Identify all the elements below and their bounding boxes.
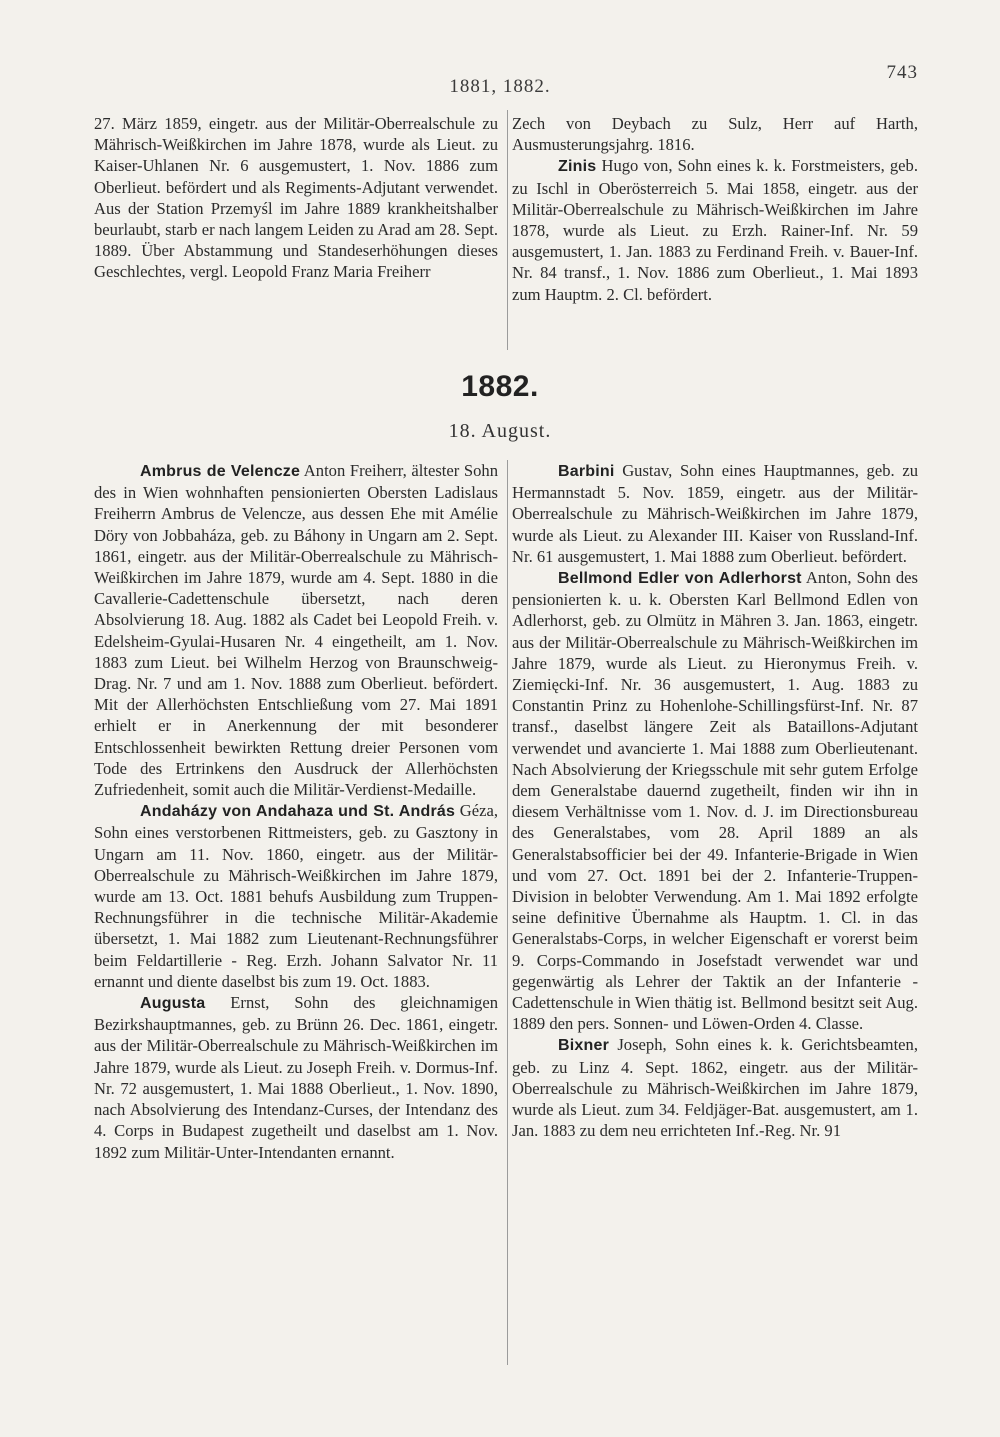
column-rule-top — [507, 110, 508, 350]
entry-name: Bixner — [558, 1037, 609, 1055]
entry-text: Gustav, Sohn eines Hauptmannes, geb. zu Hermannstadt 5. Nov. 1859, eingetr. aus der Militär-Oberrealschule zu Mährisch-Weißkirchen im Jahre 1879, wurde als Lieut. zu Alexander III. Kaiser von Russland-Inf. Nr. 61 ausgemustert, 1. Mai 1888 zum Oberlieut. befördert. — [512, 461, 918, 566]
page-number: 743 — [886, 62, 918, 83]
bottom-left-column — [94, 460, 498, 1163]
top-right-column — [512, 113, 918, 305]
entry-andahazy — [94, 800, 498, 992]
entry-text: Joseph, Sohn eines k. k. Gerichtsbeamten, geb. zu Linz 4. Sept. 1862, eingetr. aus der Militär-Oberrealschule zu Mährisch-Weißkirchen im Jahre 1879, wurde als Lieut. zum 34. Feldjäger-Bat. ausgemustert, am 1. Jan. 1883 zu dem neu errichteten Inf.-Reg. Nr. 91 — [512, 1035, 918, 1141]
entry-text: Géza, Sohn eines verstorbenen Rittmeisters, geb. zu Gasztony in Ungarn am 11. Nov. 1860, eingetr. aus der Militär-Oberrealschule zu Mährisch-Weißkirchen im Jahre 1879, wurde am 13. Oct. 1881 behufs Ausbildung zum Truppen-Rechnungsführer in die technische Militär-Akademie übersetzt, 1. Mai 1882 zum Lieutenant-Rechnungsführer beim Feldartillerie - Reg. Erzh. Johann Salvator Nr. 11 ernannt und diente daselbst bis zum 19. Oct. 1883. — [94, 801, 498, 991]
entry-name: Andaházy von Andahaza und St. András — [140, 803, 456, 821]
entry-name: Augusta — [140, 995, 206, 1013]
entry-text: Anton, Sohn des pensionierten k. u. k. Obersten Karl Bellmond Edlen von Adlerhorst, geb. zu Olmütz in Mähren 3. Jan. 1863, eingetr. aus der Militär-Oberrealschule zu Mährisch-Weißkirchen im Jahre 1879, wurde als Lieut. zu Hieronymus Freih. v. Ziemięcki-Inf. Nr. 36 ausgemustert, 1. Aug. 1883 zu Constantin Prinz zu Hohenlohe-Schillingsfürst-Inf. Nr. 87 transf., daselbst längere Zeit als Bataillons-Adjutant verwendet und avancierte 1. Mai 1888 zum Oberlieutenant. Nach Absolvierung der Kriegsschule mit sehr gutem Erfolge dem Generalstabe dauernd zugetheilt, finden wir ihn in diesem Verhältnisse vom 1. Nov. d. J. im Directionsbureau des Generalstabes, vom 28. April 1889 an als Generalstabsofficier bei der 49. Infanterie-Brigade in Wien und vom 27. Oct. 1891 bei der 2. Infanterie-Truppen-Division in belobter Verwendung. Am 1. Mai 1892 erfolgte seine definitive Übernahme als Hauptm. 1. Cl. in das Generalstabs-Corps, in welcher Eigenschaft er vorerst beim 9. Corps-Commando in Josefstadt verwendet war und gegenwärtig als Lehrer der Taktik an der Infanterie - Cadettenschule in Wien thätig ist. Bellmond besitzt seit Aug. 1889 den pers. Sonnen- und Löwen-Orden 4. Classe. — [512, 568, 919, 1034]
section-year-heading: 1882. — [461, 370, 539, 403]
entry-zinis — [512, 155, 918, 304]
entry-name: Zinis — [558, 158, 597, 176]
bottom-right-column — [512, 460, 918, 1142]
entry-text: Ernst, Sohn des gleichnamigen Bezirkshauptmannes, geb. zu Brünn 26. Dec. 1861, eingetr. aus der Militär-Oberrealschule zu Mährisch-Weißkirchen im Jahre 1879, wurde als Lieut. zu Joseph Freih. v. Dormus-Inf. Nr. 72 ausgemustert, 1. Mai 1888 Oberlieut., 1. Nov. 1890, nach Absolvierung des Intendanz-Curses, der Intendanz des 4. Corps in Budapest zugetheilt und daselbst am 1. Nov. 1892 zum Militär-Unter-Intendanten ernannt. — [94, 993, 498, 1162]
entry-name: Barbini — [558, 463, 615, 480]
entry-ambrus — [94, 460, 498, 800]
continued-entry-text: 27. März 1859, eingetr. aus der Militär-Oberrealschule zu Mährisch-Weißkirchen im Jahre 1878, wurde als Lieut. zu Kaiser-Uhlanen Nr. 6 ausgemustert, 1. Nov. 1886 zum Oberlieut. befördert und als Regiments-Adjutant verwendet. Aus der Station Przemyśl im Jahre 1889 krankheitshalber beurlaubt, starb er nach langem Leiden zu Arad am 28. Sept. 1889. Über Abstammung und Standeserhöhungen dieses Geschlechtes, vergl. Leopold Franz Maria Freiherr — [94, 114, 498, 282]
continued-entry-text: Zech von Deybach zu Sulz, Herr auf Harth, Ausmusterungsjahrg. 1816. — [512, 114, 918, 155]
top-left-column — [94, 113, 498, 283]
entry-bellmond — [512, 567, 918, 1034]
entry-name: Ambrus de Velencze — [140, 463, 301, 480]
entry-bixner — [512, 1034, 918, 1141]
entry-text: Anton Freiherr, ältester Sohn des in Wien wohnhaften pensionierten Obersten Ladislaus Freiherrn Ambrus de Velencze, aus dessen Ehe mit Amélie Döry von Jobbaháza, geb. zu Báhony in Ungarn am 2. Sept. 1861, eingetr. aus der Militär-Oberrealschule zu Mährisch-Weißkirchen im Jahre 1879, wurde am 4. Sept. 1880 in die Cavallerie-Cadettenschule übersetzt, nach deren Absolvierung 18. Aug. 1882 als Cadet bei Leopold Freih. v. Edelsheim-Gyulai-Husaren Nr. 4 eingetheilt, am 1. Nov. 1883 zum Lieut. bei Wilhelm Herzog von Braunschweig-Drag. Nr. 7 und am 1. Nov. 1888 zum Oberlieut. befördert. Mit der Allerhöchsten Entschließung vom 27. Mai 1891 erhielt er in Anerkennung der mit besonderer Entschlossenheit bewirkten Rettung dreier Personen vom Tode des Ertrinkens den Ausdruck der Allerhöchsten Zufriedenheit, somit auch die Militär-Verdienst-Medaille. — [94, 461, 498, 800]
entry-text: Hugo von, Sohn eines k. k. Forstmeisters, geb. zu Ischl in Oberösterreich 5. Mai 1858, eingetr. aus der Militär-Oberrealschule zu Mährisch-Weißkirchen im Jahre 1878, wurde als Lieut. zu Erzh. Rainer-Inf. Nr. 59 ausgemustert, 1. Jan. 1883 zu Ferdinand Freih. v. Bauer-Inf. Nr. 84 transf., 1. Nov. 1886 zum Oberlieut., 1. Mai 1893 zum Hauptm. 2. Cl. befördert. — [512, 156, 918, 304]
entry-augusta — [94, 992, 498, 1163]
section-date-heading: 18. August. — [448, 420, 552, 442]
running-title: 1881, 1882. — [449, 76, 551, 97]
entry-name: Bellmond Edler von Adlerhorst — [558, 570, 802, 588]
entry-barbini — [512, 460, 918, 567]
column-rule-bottom — [507, 460, 508, 1365]
